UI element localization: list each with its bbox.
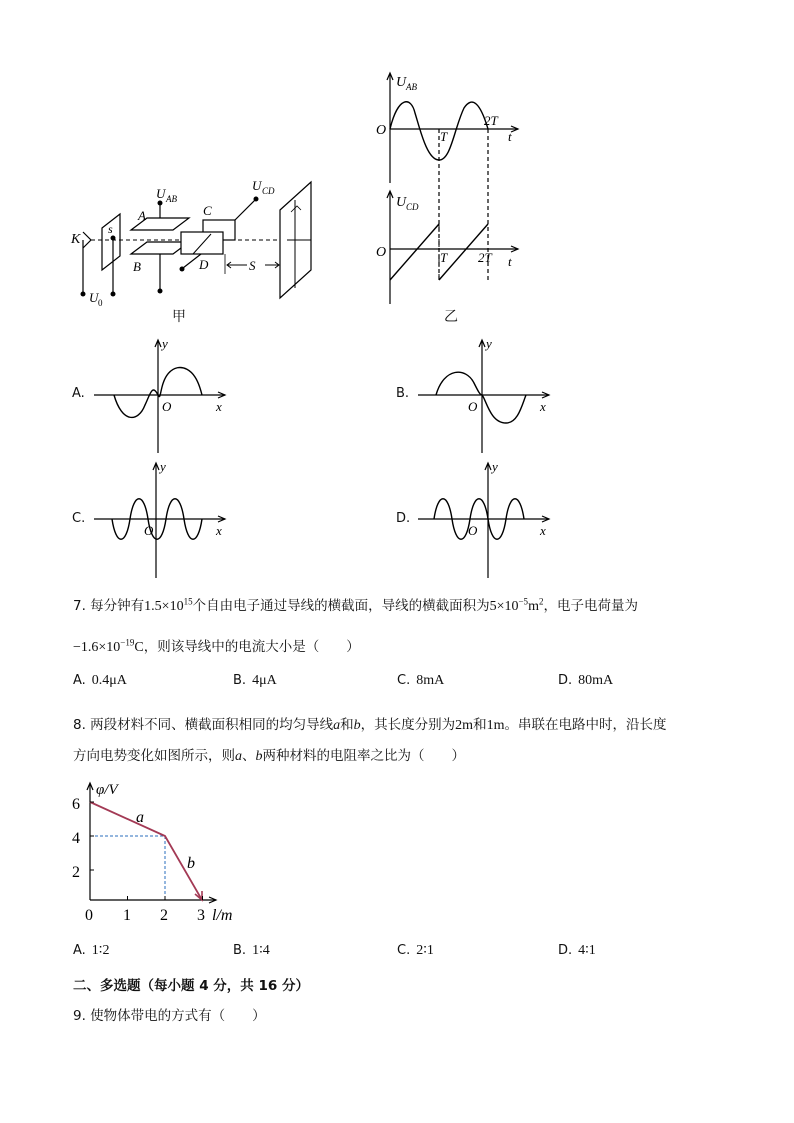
q8-option-D[interactable]: D. 4∶1	[558, 943, 596, 958]
label-UAB-sub: AB	[166, 194, 177, 204]
label-D: D	[199, 257, 209, 272]
q8-xlabel: l/m	[212, 907, 233, 924]
label-top-O: O	[376, 123, 387, 138]
label-top-t: t	[508, 129, 512, 144]
label-U0-sub: 0	[98, 298, 103, 308]
q7-area: $5\times 10^{-5}m^2$	[489, 596, 544, 614]
q8-line1: 8. 两段材料不同、横截面积相同的均匀导线a和b，其长度分别为2m和1m。串联在电路中时，沿长度	[73, 717, 667, 733]
q6-B-y: y	[486, 336, 492, 351]
q7-option-D[interactable]: D. 80mA	[558, 673, 614, 688]
label-bottom-t: t	[508, 254, 512, 269]
label-bottom-U: U	[396, 195, 407, 210]
q6-option-D-letter[interactable]: D.	[396, 511, 411, 526]
figure-yi	[370, 68, 530, 308]
q6-option-D-graph[interactable]	[414, 458, 559, 580]
q6-option-B-graph[interactable]	[414, 335, 559, 455]
q6-D-y: y	[492, 459, 498, 474]
q6-option-C-letter[interactable]: C.	[72, 511, 86, 526]
q6-C-y: y	[160, 459, 166, 474]
q6-D-o: O	[468, 523, 478, 538]
label-C: C	[203, 203, 212, 218]
label-top-T: T	[440, 129, 448, 144]
q8-xtick-3: 3	[197, 907, 205, 924]
q6-D-x: x	[540, 523, 546, 538]
q6-A-y: y	[162, 336, 168, 351]
q6-option-B-letter[interactable]: B.	[396, 386, 410, 401]
q8-option-C[interactable]: C. 2∶1	[397, 943, 434, 958]
label-bottom-2T: 2T	[478, 250, 492, 265]
q8-label-a: a	[136, 809, 144, 826]
q8-ylabel: φ/V	[96, 782, 118, 798]
q9-text: 9. 使物体带电的方式有（ ）	[73, 1008, 266, 1024]
label-S: S	[249, 258, 256, 273]
label-UCD: U	[252, 178, 262, 193]
q7-charge: $-1.6\times 10^{-19}C$	[73, 637, 144, 655]
q8-ytick-4: 4	[72, 830, 80, 847]
q6-A-x: x	[216, 399, 222, 414]
q8-xtick-1: 1	[123, 907, 131, 924]
figure-jia	[65, 170, 335, 330]
label-bottom-T: T	[440, 250, 448, 265]
q7-count: $1.5\times 10^{15}$	[144, 596, 193, 614]
q8-xtick-0: 0	[85, 907, 93, 924]
q7-line2: $-1.6\times 10^{-19}C$，则该导线中的电流大小是（ ）	[73, 637, 360, 655]
label-top-U-sub: AB	[406, 82, 417, 92]
q7-option-C[interactable]: C. 8mA	[397, 673, 445, 688]
label-top-2T: 2T	[484, 113, 498, 128]
label-bottom-O: O	[376, 245, 387, 260]
q8-ytick-2: 2	[72, 864, 80, 881]
q6-option-C-graph[interactable]	[90, 458, 235, 580]
label-s: s	[108, 222, 113, 236]
q7-line1: 7. 每分钟有$1.5\times 10^{15}$个自由电子通过导线的横截面，导线的横截面积为$5\times 10^{-5}m^2$，电子电荷量为	[73, 596, 638, 614]
q8-ytick-6: 6	[72, 796, 80, 813]
q6-C-o: O	[144, 523, 154, 538]
q6-A-o: O	[162, 399, 172, 414]
q8-label-b: b	[187, 855, 195, 872]
figure-jia-caption: 甲	[172, 309, 186, 325]
q7-option-B[interactable]: B. 4μA	[233, 673, 277, 688]
q7-option-A[interactable]: A. 0.4μA	[73, 673, 127, 688]
q6-option-A-graph[interactable]	[90, 335, 235, 455]
label-UAB: U	[156, 186, 166, 201]
q6-B-x: x	[540, 399, 546, 414]
label-U0: U	[89, 290, 99, 305]
q8-graph	[68, 772, 248, 928]
section-title: 二、多选题（每小题 4 分，共 16 分）	[73, 978, 309, 994]
q8-option-A[interactable]: A. 1∶2	[73, 943, 110, 958]
label-UCD-sub: CD	[262, 186, 275, 196]
q8-line2: 方向电势变化如图所示，则a、b两种材料的电阻率之比为（ ）	[73, 748, 465, 764]
label-A: A	[138, 208, 146, 223]
q6-option-A-letter[interactable]: A.	[72, 386, 85, 401]
q6-B-o: O	[468, 399, 478, 414]
q8-option-B[interactable]: B. 1∶4	[233, 943, 270, 958]
label-K: K	[71, 232, 81, 247]
label-top-U: U	[396, 75, 407, 90]
q8-xtick-2: 2	[160, 907, 168, 924]
q6-C-x: x	[216, 523, 222, 538]
label-B: B	[133, 259, 141, 274]
figure-yi-caption: 乙	[444, 309, 458, 325]
label-bottom-U-sub: CD	[406, 202, 419, 212]
